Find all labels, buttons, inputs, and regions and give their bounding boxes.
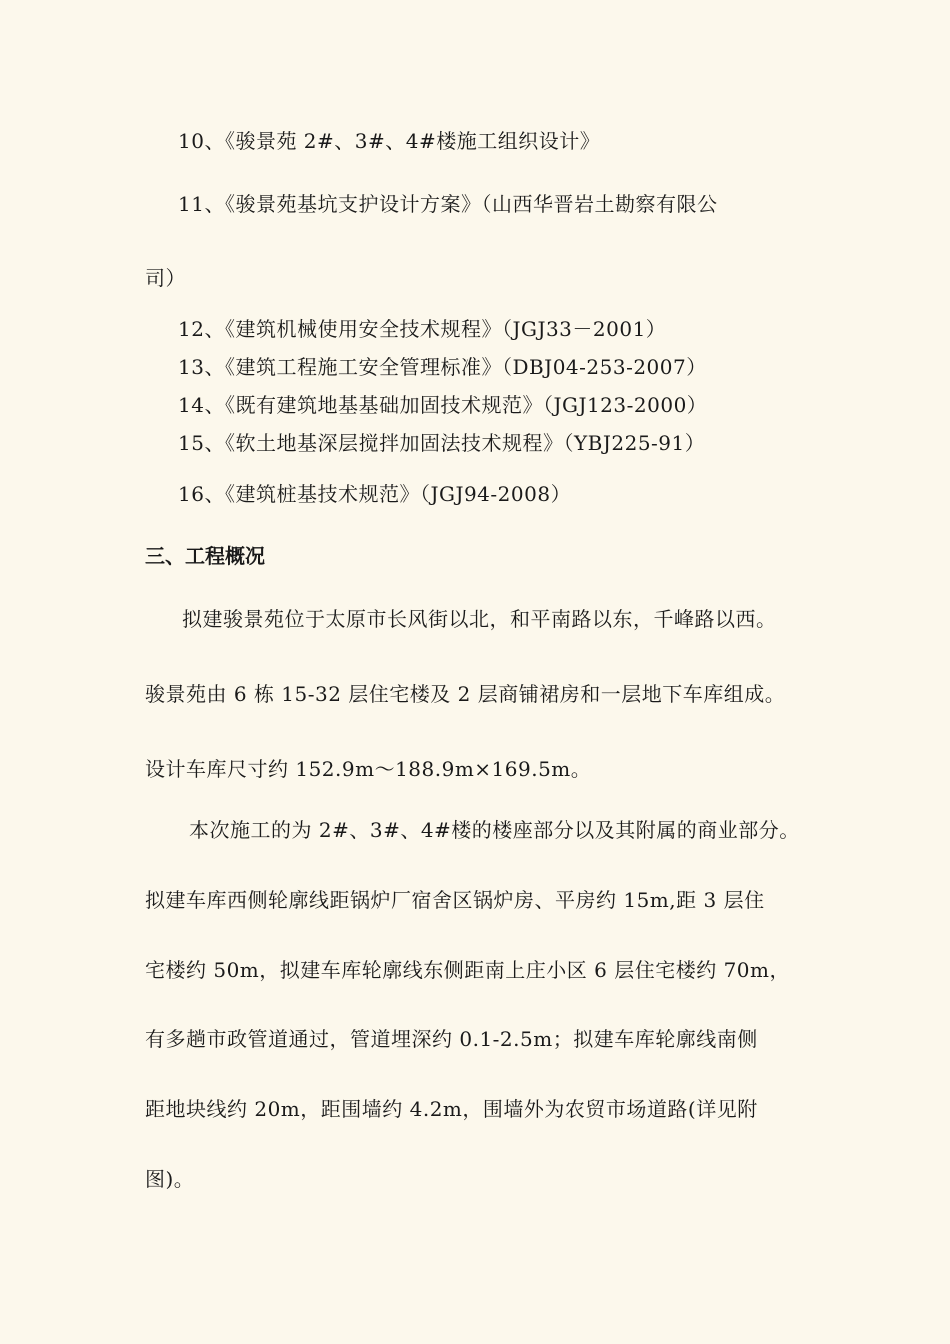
paragraph-line: 拟建骏景苑位于太原市长风街以北，和平南路以东，千峰路以西。	[182, 607, 777, 631]
reference-item-16: 16、《建筑桩基技术规范》（JGJ94-2008）	[178, 482, 572, 506]
paragraph-line: 骏景苑由 6 栋 15-32 层住宅楼及 2 层商铺裙房和一层地下车库组成。	[145, 682, 786, 706]
reference-item-10: 10、《骏景苑 2#、3#、4#楼施工组织设计》	[178, 129, 601, 153]
reference-item-12: 12、《建筑机械使用安全技术规程》（JGJ33－2001）	[178, 317, 667, 341]
paragraph-line: 有多趟市政管道通过，管道埋深约 0.1-2.5m；拟建车库轮廓线南侧	[145, 1027, 758, 1051]
paragraph-line: 距地块线约 20m，距围墙约 4.2m，围墙外为农贸市场道路(详见附	[145, 1097, 758, 1121]
paragraph-line: 本次施工的为 2#、3#、4#楼的楼座部分以及其附属的商业部分。	[189, 818, 800, 842]
reference-item-11: 11、《骏景苑基坑支护设计方案》（山西华晋岩土勘察有限公	[178, 192, 718, 216]
paragraph-line: 宅楼约 50m，拟建车库轮廓线东侧距南上庄小区 6 层住宅楼约 70m，	[145, 958, 790, 982]
paragraph-line: 设计车库尺寸约 152.9m～188.9m×169.5m。	[145, 757, 592, 781]
section-title: 三、工程概况	[145, 544, 265, 568]
reference-item-11-continued: 司）	[145, 266, 186, 290]
paragraph-line: 图)。	[145, 1167, 195, 1191]
reference-item-14: 14、《既有建筑地基基础加固技术规范》（JGJ123-2000）	[178, 393, 708, 417]
reference-item-15: 15、《软土地基深层搅拌加固法技术规程》（YBJ225-91）	[178, 431, 706, 455]
reference-item-13: 13、《建筑工程施工安全管理标准》（DBJ04-253-2007）	[178, 355, 707, 379]
paragraph-line: 拟建车库西侧轮廓线距锅炉厂宿舍区锅炉房、平房约 15m,距 3 层住	[145, 888, 765, 912]
